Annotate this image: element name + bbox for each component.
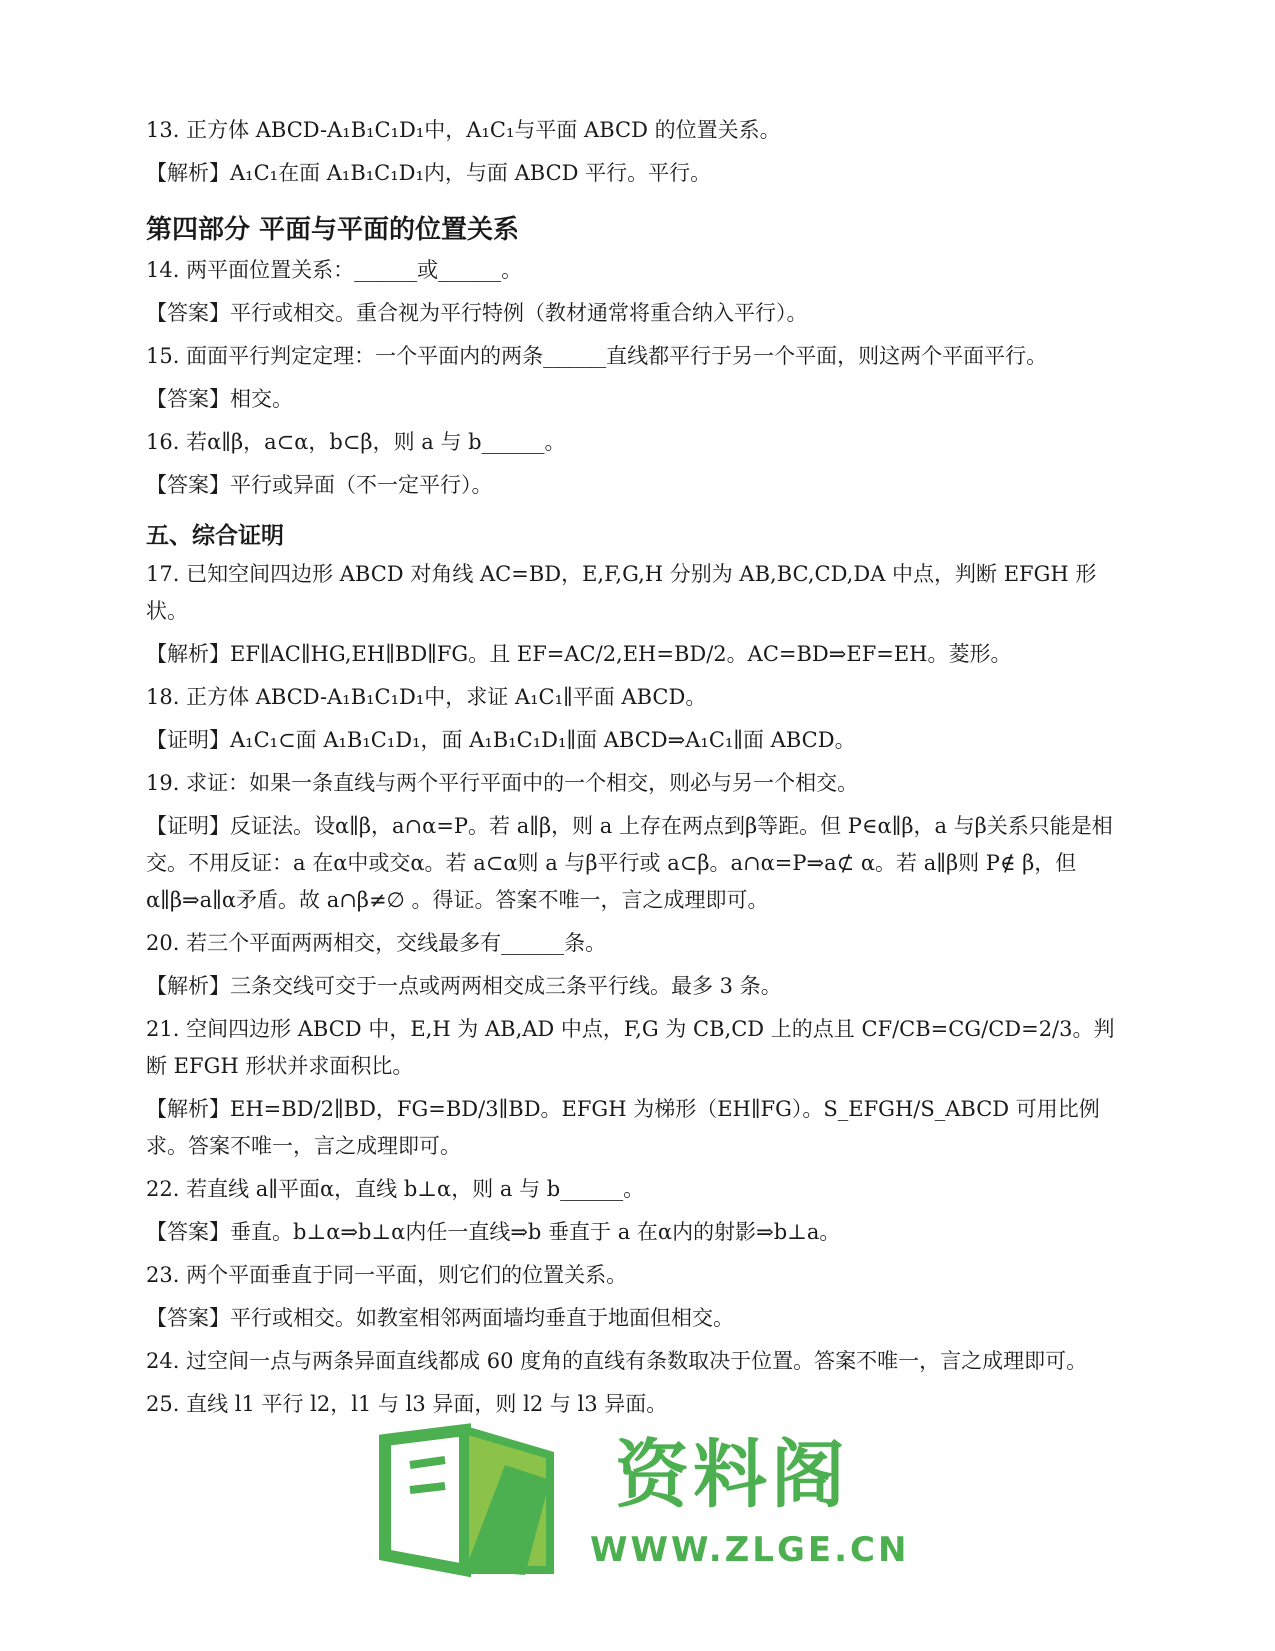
paragraph-q15: 15. 面面平行判定定理：一个平面内的两条______直线都平行于另一个平面，则这两个平面平行。	[146, 344, 1048, 368]
paragraph-q24: 24. 过空间一点与两条异面直线都成 60 度角的直线有条数取决于位置。答案不唯一，言之成理即可。	[146, 1349, 1088, 1373]
paragraph-q18: 18. 正方体 ABCD-A₁B₁C₁D₁中，求证 A₁C₁∥平面 ABCD。	[146, 685, 707, 709]
section-heading-sec4: 第四部分 平面与平面的位置关系	[146, 215, 520, 245]
paragraph-q23: 23. 两个平面垂直于同一平面，则它们的位置关系。	[146, 1263, 628, 1287]
paragraph-a14: 【答案】平行或相交。重合视为平行特例（教材通常将重合纳入平行）。	[146, 301, 808, 325]
paragraph-a18: 【证明】A₁C₁⊂面 A₁B₁C₁D₁，面 A₁B₁C₁D₁∥面 ABCD⇒A₁C₁∥面 ABCD。	[146, 728, 856, 752]
paragraph-q13: 13. 正方体 ABCD-A₁B₁C₁D₁中，A₁C₁与平面 ABCD 的位置关系。	[146, 118, 781, 142]
paragraph-q16: 16. 若α∥β，a⊂α，b⊂β，则 a 与 b______。	[146, 430, 566, 454]
paragraph-a21: 【解析】EH=BD/2∥BD，FG=BD/3∥BD。EFGH 为梯形（EH∥FG）。S_EFGH/S_ABCD 可用比例求。答案不唯一，言之成理即可。	[146, 1097, 1100, 1158]
watermark-logo	[395, 1430, 910, 1590]
watermark-url: WWW.ZLGE.CN	[590, 1530, 910, 1570]
paragraph-a22: 【答案】垂直。b⊥α⇒b⊥α内任一直线⇒b 垂直于 a 在α内的射影⇒b⊥a。	[146, 1220, 841, 1244]
paragraph-q22: 22. 若直线 a∥平面α，直线 b⊥α，则 a 与 b______。	[146, 1177, 645, 1201]
paragraph-a13: 【解析】A₁C₁在面 A₁B₁C₁D₁内，与面 ABCD 平行。平行。	[146, 161, 712, 185]
section-heading-sec5: 五、综合证明	[146, 523, 284, 549]
paragraph-q20: 20. 若三个平面两两相交，交线最多有______条。	[146, 931, 607, 955]
book-logo-icon	[375, 1420, 575, 1580]
paragraph-q25: 25. 直线 l1 平行 l2，l1 与 l3 异面，则 l2 与 l3 异面。	[146, 1392, 668, 1416]
paragraph-q21: 21. 空间四边形 ABCD 中，E,H 为 AB,AD 中点，F,G 为 CB,CD 上的点且 CF/CB=CG/CD=2/3。判断 EFGH 形状并求面积比。	[146, 1017, 1115, 1078]
paragraph-q19: 19. 求证：如果一条直线与两个平行平面中的一个相交，则必与另一个相交。	[146, 771, 859, 795]
paragraph-a23: 【答案】平行或相交。如教室相邻两面墙均垂直于地面但相交。	[146, 1306, 734, 1330]
paragraph-q17: 17. 已知空间四边形 ABCD 对角线 AC=BD，E,F,G,H 分别为 AB,BC,CD,DA 中点，判断 EFGH 形状。	[146, 562, 1097, 623]
watermark-name: 资料阁	[615, 1432, 849, 1518]
paragraph-a15: 【答案】相交。	[146, 387, 293, 411]
document-body	[146, 112, 1131, 1429]
paragraph-a17: 【解析】EF∥AC∥HG,EH∥BD∥FG。且 EF=AC/2,EH=BD/2。AC=BD⇒EF=EH。菱形。	[146, 642, 1012, 666]
paragraph-q14: 14. 两平面位置关系：______或______。	[146, 258, 523, 282]
paragraph-a19: 【证明】反证法。设α∥β，a∩α=P。若 a∥β，则 a 上存在两点到β等距。但 P∈α∥β，a 与β关系只能是相交。不用反证：a 在α中或交α。若 a⊂α则 a 与β平行或 a⊂β。a∩α=P⇒a⊄ α。若 a∥β则 P∉ β，但α∥β⇒a∥α矛盾。故 a∩β≠∅ 。得证。答案不唯一，言之成理即可。	[146, 814, 1113, 912]
paragraph-a20: 【解析】三条交线可交于一点或两两相交成三条平行线。最多 3 条。	[146, 974, 782, 998]
paragraph-a16: 【答案】平行或异面（不一定平行）。	[146, 473, 493, 497]
